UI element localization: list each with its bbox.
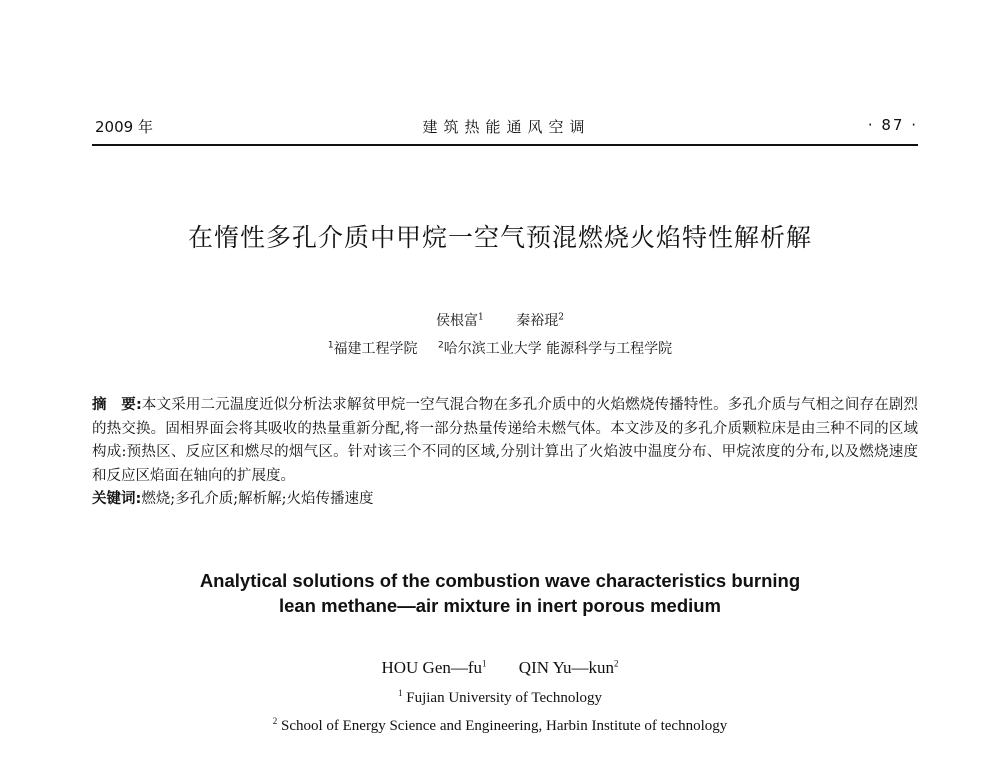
- title-en-line-1: Analytical solutions of the combustion wave characteristics burning: [199, 570, 801, 591]
- keywords-label: 关键词:: [92, 491, 142, 507]
- header-rule: [92, 144, 918, 146]
- title-en-line-2: lean methane—air mixture in inert porous medium: [278, 595, 722, 616]
- affiliation-en-1: $^1$ Fujian University of Technology: [398, 688, 602, 706]
- abstract-label: 摘 要:: [92, 397, 142, 413]
- paper-title-english: [0, 568, 1000, 618]
- keywords-text: 燃烧;多孔介质;解析解;火焰传播速度: [141, 491, 374, 507]
- header-page-number: · 87 ·: [867, 116, 918, 134]
- author-en-1: HOU $Gen—fu^1$: [381, 658, 487, 677]
- affiliation-cn-2: $^2$哈尔滨工业大学 能源科学与工程学院: [438, 340, 673, 357]
- abstract-paragraph: [92, 394, 918, 488]
- authors-chinese: [0, 310, 1000, 330]
- header-year: 2009 年: [95, 118, 153, 136]
- author-cn-1: 侯根富$^1$: [436, 312, 484, 329]
- author-en-2: QIN Yu—kun$^2$: [518, 658, 619, 677]
- author-cn-2: 秦裕琨$^2$: [516, 312, 564, 329]
- abstract-text: 本文采用二元温度近似分析法求解贫甲烷一空气混合物在多孔介质中的火焰燃烧传播特性。多孔介质与气相之间存在剧烈的热交换。固相界面会将其吸收的热量重新分配,将一部分热量传递给未燃气体。本文涉及的多孔介质颗粒床是由三种不同的区域构成:预热区、反应区和燃尽的烟气区。针对该三个不同的区域,分别计算出了火焰波中温度分布、甲烷浓度的分布,以及燃烧速度和反应区焰面在轴向的扩展度。: [92, 397, 918, 484]
- header-journal-name: 建筑热能通风空调: [422, 118, 591, 136]
- affiliation-cn-1: $^1$福建工程学院: [327, 340, 418, 357]
- affiliation-en-2: $^2$ School of Energy Science and Engineering, Harbin Institute of technology: [272, 716, 728, 734]
- keywords-line: [92, 488, 918, 512]
- paper-title-chinese: 在惰性多孔介质中甲烷一空气预混燃烧火焰特性解析解: [187, 223, 812, 252]
- affiliations-chinese: [0, 338, 1000, 358]
- abstract-block: [92, 394, 918, 512]
- running-header: [95, 112, 918, 138]
- authors-english: [0, 658, 1000, 678]
